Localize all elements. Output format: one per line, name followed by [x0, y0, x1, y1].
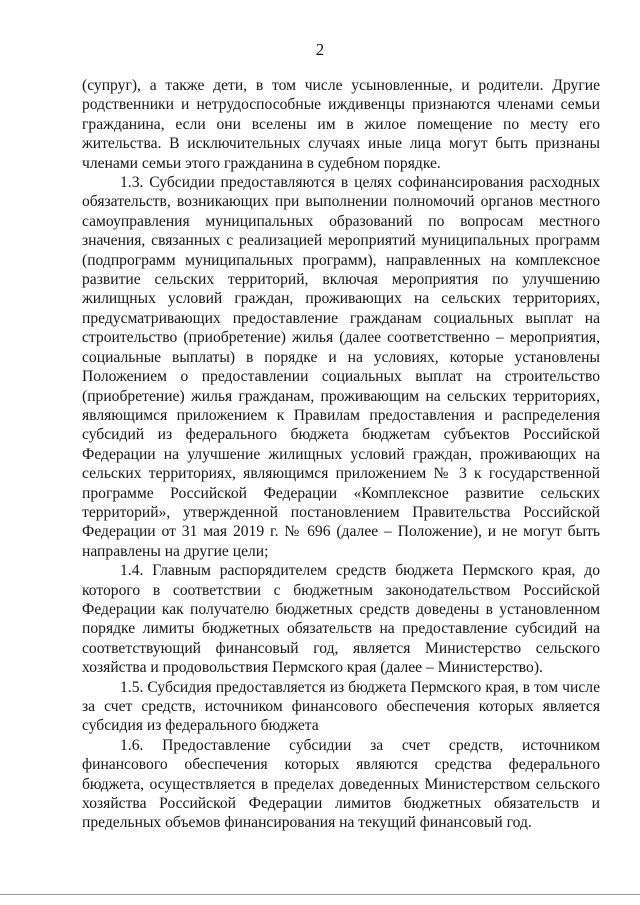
paragraph-continuation: (супруг), а также дети, в том числе усыновленные, и родители. Другие родственники и нетрудоспособные иждивенцы признаются членами семьи гражданина, если они вселены им в жилое помещение по месту его жительства. В исключительных случаях иные лица могут быть признаны членами семьи этого гражданина в судебном порядке. [82, 77, 600, 172]
bottom-scan-edge [0, 894, 640, 895]
paragraph-1-5: 1.5. Субсидия предоставляется из бюджета Пермского края, в том числе за счет средств, источником финансового обеспечения которых является субсидия из федерального бюджета [82, 678, 600, 735]
page-number: 2 [315, 40, 325, 59]
paragraph-1-3: 1.3. Субсидии предоставляются в целях софинансирования расходных обязательств, возникающих при выполнении полномочий органов местного самоуправления муниципальных образований по вопросам местного значения, связанных с реализацией мероприятий муниципальных программ (подпрограмм муниципальных программ), направленных на комплексное развитие сельских территорий, включая мероприятия по улучшению жилищных условий граждан, проживающих на сельских территориях, предусматривающих предоставление гражданам социальных выплат на строительство (приобретение) жилья (далее соответственно – мероприятия, социальные выплаты) в порядке и на условиях, которые установлены Положением о предоставлении социальных выплат на строительство (приобретение) жилья гражданам, проживающим на сельских территориях, являющимся приложением к Правилам предоставления и распределения субсидий из федерального бюджета бюджетам субъектов Российской Федерации на улучшение жилищных условий граждан, проживающих на сельских территориях, являющимся приложением № 3 к государственной программе Российской Федерации «Комплексное развитие сельских территорий», утвержденной постановлением Правительства Российской Федерации от 31 мая 2019 г. № 696 (далее – Положение), и не могут быть направлены на другие цели; [82, 174, 600, 560]
paragraph-1-4: 1.4. Главным распорядителем средств бюджета Пермского края, до которого в соответствии с бюджетным законодательством Российской Федерации как получателю бюджетных средств доведены в установленном порядке лимиты бюджетных обязательств на предоставление субсидий на соответствующий финансовый год, является Министерство сельского хозяйства и продовольствия Пермского края (далее – Министерство). [82, 562, 600, 677]
document-body [82, 76, 600, 833]
paragraph-1-6: 1.6. Предоставление субсидии за счет средств, источником финансового обеспечения которых являются средства федерального бюджета, осуществляется в пределах доведенных Министерством сельского хозяйства Российской Федерации лимитов бюджетных обязательств и предельных объемов финансирования на текущий финансовый год. [82, 736, 600, 832]
